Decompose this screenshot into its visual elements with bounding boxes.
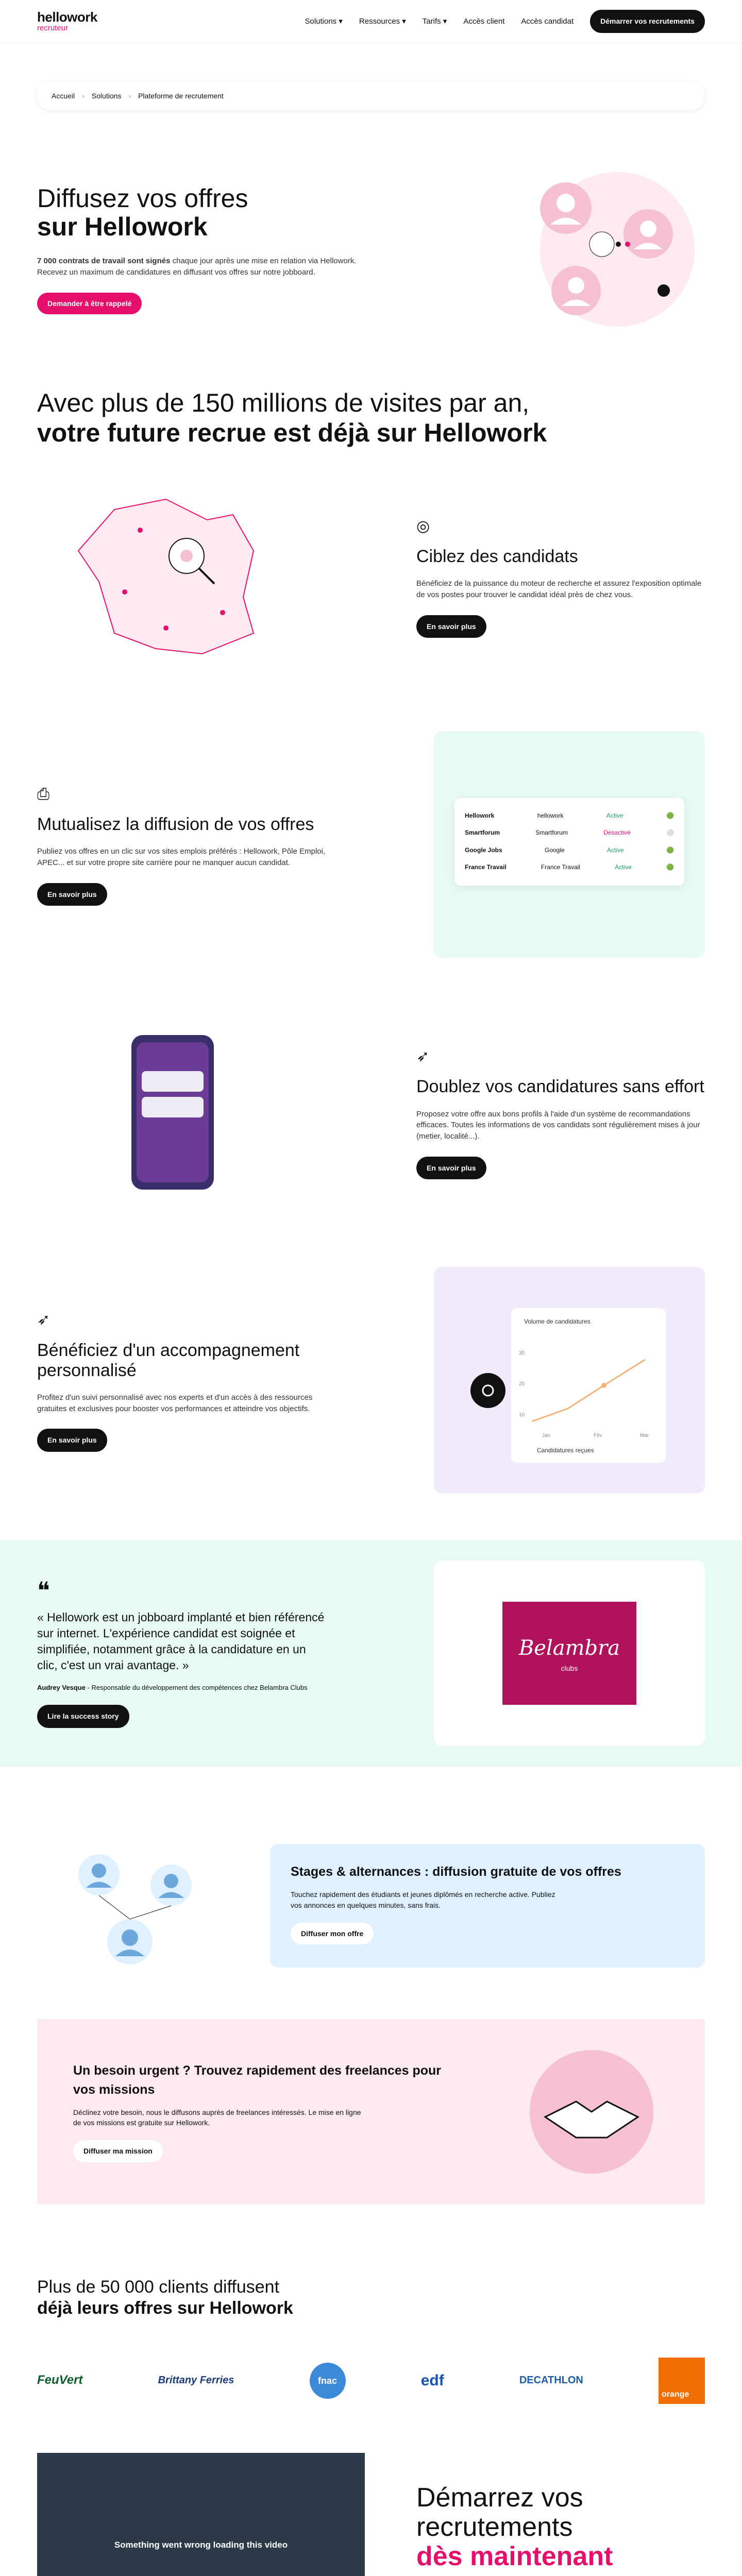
- quote-author: Audrey Vesque - Responsable du développement des compétences chez Belambra Clubs: [37, 1683, 308, 1691]
- feature-title: Doublez vos candidatures sans effort: [416, 1077, 704, 1097]
- learn-more-button[interactable]: En savoir plus: [416, 615, 486, 638]
- feature-text: Proposez votre offre aux bons profils à l'aide d'un système de recommandations efficaces. Toutes les informations de vos candidats sont régulièrement mises à jour (metier, localité...).: [416, 1109, 700, 1141]
- post-mission-button[interactable]: Diffuser ma mission: [73, 2140, 163, 2162]
- learn-more-button[interactable]: En savoir plus: [37, 883, 107, 906]
- callback-button[interactable]: Demander à être rappelé: [37, 293, 142, 314]
- nav-acces-client[interactable]: Accès client: [463, 16, 505, 26]
- learn-more-button[interactable]: En savoir plus: [37, 1429, 107, 1451]
- feature-text: Bénéficiez de la puissance du moteur de recherche et assurez l'exposition optimale de vos postes pour trouver le candidat idéal près de chez vous.: [416, 579, 702, 600]
- hero-section: [37, 162, 705, 337]
- feature-support: [37, 1267, 705, 1494]
- video-error: Something went wrong loading this video: [114, 2540, 288, 2550]
- svg-text:Candidatures reçues: Candidatures reçues: [537, 1447, 594, 1454]
- learn-more-button[interactable]: En savoir plus: [416, 1157, 486, 1179]
- feuvert-logo: FeuVert: [37, 2373, 83, 2387]
- post-offer-button[interactable]: Diffuser mon offre: [291, 1923, 374, 1944]
- fnac-logo: fnac: [310, 2363, 346, 2399]
- target-icon: ◎: [416, 517, 430, 535]
- feature-double: [37, 999, 705, 1226]
- toggle[interactable]: 🟢: [666, 812, 674, 819]
- svg-text:10: 10: [519, 1412, 525, 1418]
- quote-icon: ❝: [37, 1577, 50, 1604]
- toggle[interactable]: 🟢: [666, 846, 674, 854]
- belambra-logo: Belambra clubs: [502, 1602, 636, 1705]
- video-section: [37, 2453, 705, 2576]
- multipost-row: Google Jobs Google Active 🟢: [465, 842, 674, 859]
- decathlon-logo: DECATHLON: [519, 2375, 583, 2386]
- nav-tarifs[interactable]: Tarifs ▾: [422, 16, 447, 26]
- orange-logo: orange: [659, 2358, 705, 2404]
- testimonial-section: [0, 1540, 742, 1767]
- stages-card: [270, 1844, 705, 1968]
- feature-target: [37, 463, 705, 690]
- edf-logo: edf: [420, 2371, 444, 2389]
- freelance-title: Un besoin urgent ? Trouvez rapidement des freelances pour vos missions: [73, 2063, 442, 2097]
- rocket-icon: ➶: [416, 1047, 430, 1065]
- freelance-section: [37, 2019, 705, 2205]
- feature-title: Ciblez des candidats: [416, 547, 578, 567]
- multipost-row: Smartforum Smartforum Désactivé ⚪: [465, 824, 674, 841]
- breadcrumb-home[interactable]: Accueil: [52, 91, 75, 100]
- video-player[interactable]: [37, 2453, 365, 2576]
- nav-ressources[interactable]: Ressources ▾: [359, 16, 406, 26]
- start-recruiting-button[interactable]: Démarrer vos recrutements: [590, 10, 705, 32]
- svg-text:Fév: Fév: [594, 1433, 602, 1438]
- feature-title: Mutualisez la diffusion de vos offres: [37, 815, 314, 835]
- client-logos: [37, 2350, 705, 2412]
- toggle[interactable]: 🟢: [666, 863, 674, 871]
- applications-chart: [434, 1267, 705, 1494]
- stages-text: Touchez rapidement des étudiants et jeunes diplômés en recherche active. Publiez vos annonces en quelques minutes, sans frais.: [291, 1890, 555, 1909]
- multipost-row: Hellowork hellowork Active 🟢: [465, 807, 674, 824]
- clients-title: Plus de 50 000 clients diffusent déjà leurs offres sur Hellowork: [37, 2277, 293, 2318]
- chart-panel: [434, 1267, 705, 1494]
- quote-text: « Hellowork est un jobboard implanté et bien référencé sur internet. L'expérience candidat est soignée et simplifiée, notamment grâce à la candidature en un clic, c'est un vrai avantage. »: [37, 1611, 325, 1672]
- feature-title: Bénéficiez d'un accompagnement personnalisé: [37, 1340, 300, 1380]
- visits-title: Avec plus de 150 millions de visites par an, votre future recrue est déjà sur Hellowork: [37, 388, 547, 447]
- main-nav: [305, 10, 705, 32]
- svg-text:20: 20: [519, 1381, 525, 1387]
- video-title: Démarrez vos recrutements dès maintenant: [416, 2482, 613, 2572]
- feature-multipost: [37, 731, 705, 958]
- nav-solutions[interactable]: Solutions ▾: [305, 16, 343, 26]
- site-header: [0, 0, 742, 43]
- multipost-row: France Travail France Travail Active 🟢: [465, 859, 674, 876]
- stages-title: Stages & alternances : diffusion gratuite de vos offres: [291, 1865, 621, 1879]
- svg-text:Mar: Mar: [640, 1433, 649, 1438]
- breadcrumb-current: Plateforme de recrutement: [138, 91, 224, 100]
- handshake-illustration: [514, 2040, 669, 2184]
- multipost-panel: [434, 731, 705, 958]
- rocket-icon: ➶: [37, 1311, 50, 1329]
- share-icon: ⎙: [37, 785, 49, 803]
- clients-section: [37, 2277, 705, 2412]
- breadcrumb: Accueil › Solutions › Plateforme de recrutement: [37, 81, 705, 110]
- phone-illustration: [116, 1030, 229, 1195]
- freelance-text: Déclinez votre besoin, nous le diffusons auprès de freelances intéressés. Le mise en ligne de vos missions est gratuite sur Hellowork.: [73, 2108, 361, 2127]
- hero-text: 7 000 contrats de travail sont signés chaque jour après une mise en relation via Hellowork. Recevez un maximum de candidatures en diffusant vos offres sur notre jobboard.: [37, 257, 357, 277]
- success-story-button[interactable]: Lire la success story: [37, 1705, 129, 1727]
- client-logo-card: [434, 1561, 705, 1746]
- breadcrumb-solutions[interactable]: Solutions: [91, 91, 122, 100]
- feature-text: Profitez d'un suivi personnalisé avec nos experts et d'un accès à des ressources gratuites et exclusives pour booster vos performances et atteindre vos objectifs.: [37, 1393, 313, 1413]
- stages-section: [37, 1813, 705, 1998]
- hero-illustration: [478, 162, 705, 337]
- feature-text: Publiez vos offres en un clic sur vos sites emplois préférés : Hellowork, Pôle Emploi, APEC... et sur votre propre site carrière pour ne manquer aucun candidat.: [37, 847, 326, 868]
- nav-acces-candidat[interactable]: Accès candidat: [521, 16, 574, 26]
- students-illustration: [37, 1828, 243, 1983]
- toggle[interactable]: ⚪: [666, 829, 674, 837]
- france-map-illustration: [37, 479, 308, 674]
- svg-text:Jan: Jan: [542, 1433, 551, 1438]
- brand-logo[interactable]: hellowork recruteur: [37, 9, 97, 33]
- brittany-ferries-logo: Brittany Ferries: [158, 2375, 234, 2386]
- svg-text:30: 30: [519, 1350, 525, 1356]
- hero-title: Diffusez vos offres sur Hellowork: [37, 184, 248, 242]
- svg-text:Volume de candidatures: Volume de candidatures: [524, 1318, 591, 1325]
